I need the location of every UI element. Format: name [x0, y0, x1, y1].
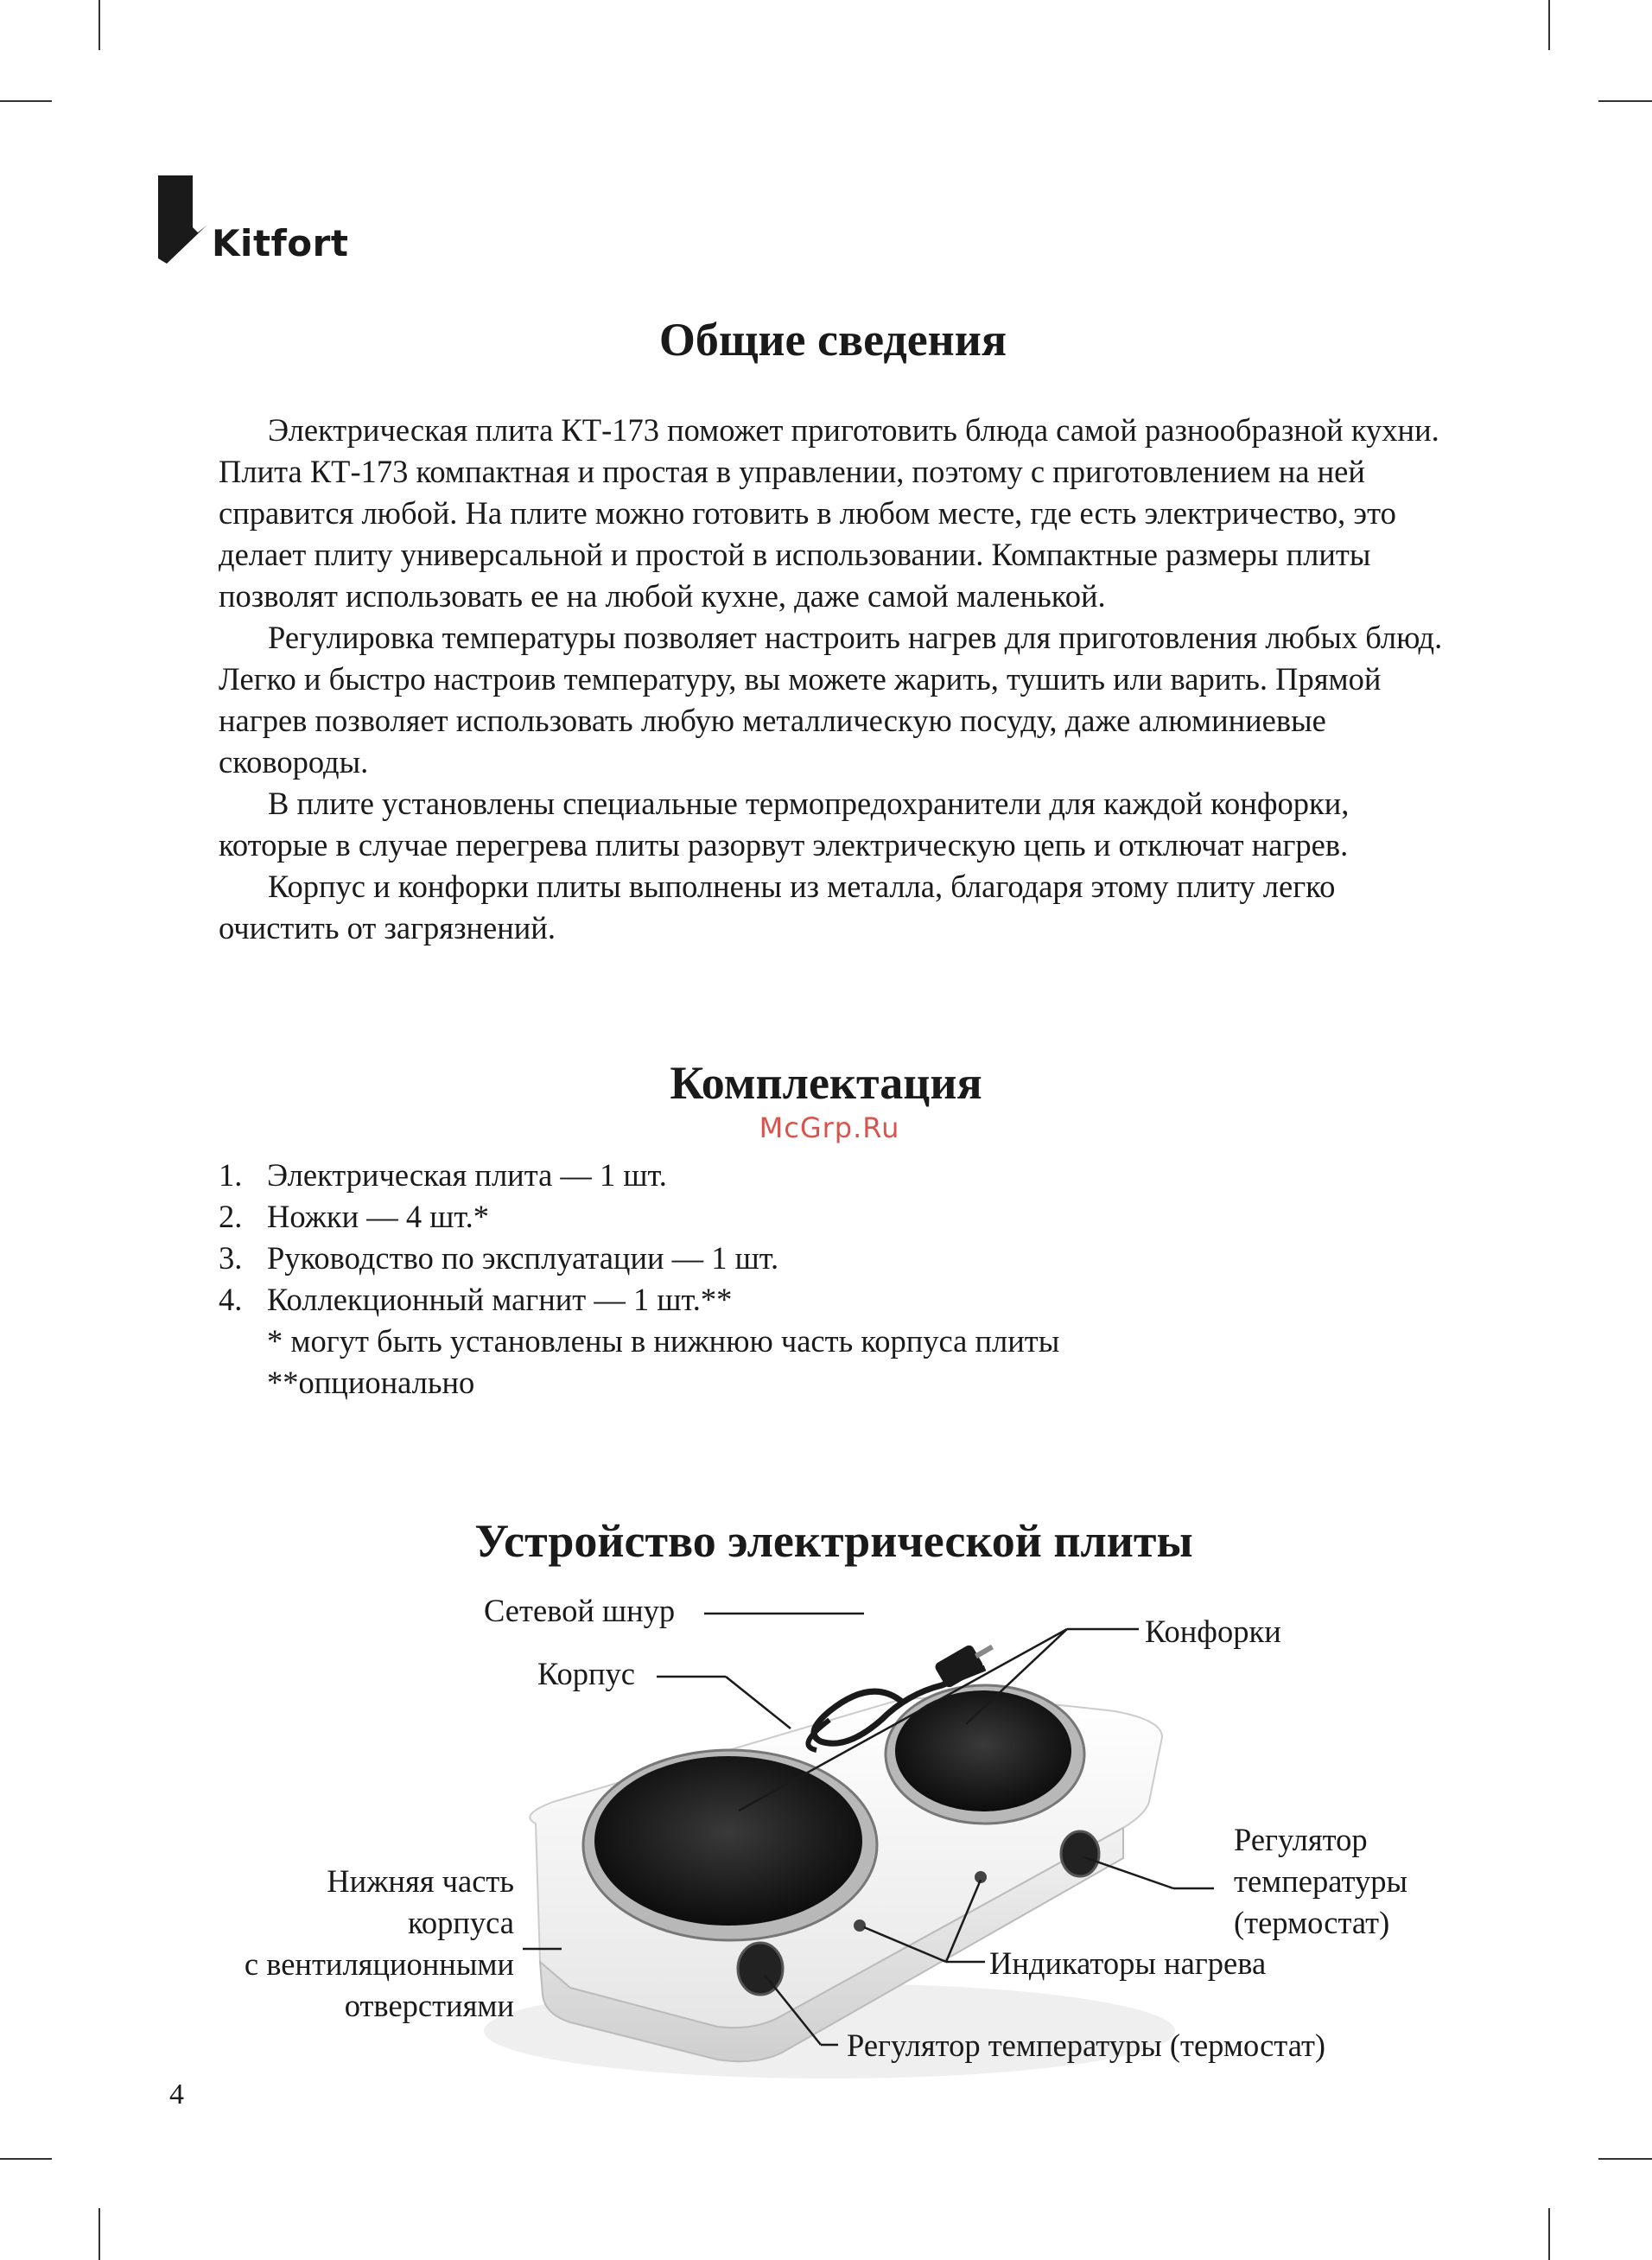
footnote: **опционально [267, 1365, 475, 1400]
label-indicators: Индикаторы нагрева [989, 1945, 1267, 1981]
plug-pin [975, 1645, 994, 1658]
device-section-title: Устройство электрической плиты [474, 1515, 1193, 1567]
kitfort-logo-icon [158, 175, 210, 266]
list-item: 3. Руководство по эксплуатации — 1 шт. [219, 1240, 779, 1276]
list-item: 2. Ножки — 4 шт.* [219, 1199, 489, 1234]
crop-mark [1548, 0, 1550, 50]
burner-left [594, 1756, 862, 1926]
list-item: 4. Коллекционный магнит — 1 шт.** [219, 1282, 733, 1317]
label-burners: Конфорки [1145, 1614, 1281, 1649]
crop-mark [0, 2158, 52, 2160]
kit-section-title: Комплектация [670, 1057, 982, 1109]
logo-wordmark: Kitfort [212, 222, 349, 264]
paragraph: Регулировка температуры позволяет настроить нагрев для приготовления любых блюд. Легко и быстро настроив температуру, вы можете жарить, тушить или варить. Прямой нагрев позволяет использовать любую металлическую посуду, даже алюминиевые сковороды. [219, 620, 1443, 780]
label-body: Корпус [537, 1656, 636, 1691]
paragraph: Электрическая плита КТ-173 поможет приготовить блюда самой разнообразной кухни. Плита КТ-173 компактная и простая в управлении, поэтому с приготовлением на ней справится любой. На плите можно готовить в любом месте, где есть электричество, это делает плиту универсальной и простой в использовании. Компактные размеры плиты позволят использовать ее на любой кухне, даже самой маленькой. [219, 412, 1439, 614]
kitfort-logo [158, 175, 357, 266]
paragraph: В плите установлены специальные термопредохранители для каждой конфорки, которые в случае перегрева плиты разорвут электрическую цепь и отключат нагрев. [219, 786, 1350, 863]
list-item: 1. Электрическая плита — 1 шт. [219, 1157, 667, 1193]
crop-mark [0, 100, 52, 102]
regulator-knob-right [1061, 1831, 1099, 1876]
label-bottom-part: Нижняя часть корпуса с вентиляционными отверстиями [244, 1863, 514, 2023]
crop-mark [1598, 100, 1652, 102]
crop-mark [98, 0, 100, 50]
general-section-title: Общие сведения [658, 314, 1007, 366]
paragraph: Корпус и конфорки плиты выполнены из металла, благодаря этому плиту легко очистить от загрязнений. [219, 869, 1336, 945]
kit-list [219, 1155, 1059, 1404]
general-text [219, 410, 1463, 949]
crop-mark [1598, 2158, 1652, 2160]
watermark-link[interactable]: McGrp.Ru [759, 1111, 900, 1144]
regulator-knob-left [738, 1943, 783, 1995]
crop-mark [98, 2208, 100, 2260]
page-number: 4 [169, 2079, 184, 2110]
label-power-cord: Сетевой шнур [484, 1593, 676, 1628]
indicator-light [854, 1919, 866, 1932]
footnote: * могут быть установлены в нижнюю часть корпуса плиты [267, 1323, 1060, 1359]
label-regulator-right: Регулятор температуры (термостат) [1234, 1822, 1407, 1940]
plug [933, 1644, 984, 1690]
stove-diagram [0, 1582, 1652, 2117]
crop-mark [1548, 2208, 1550, 2260]
label-regulator-bottom: Регулятор температуры (термостат) [847, 2028, 1326, 2063]
